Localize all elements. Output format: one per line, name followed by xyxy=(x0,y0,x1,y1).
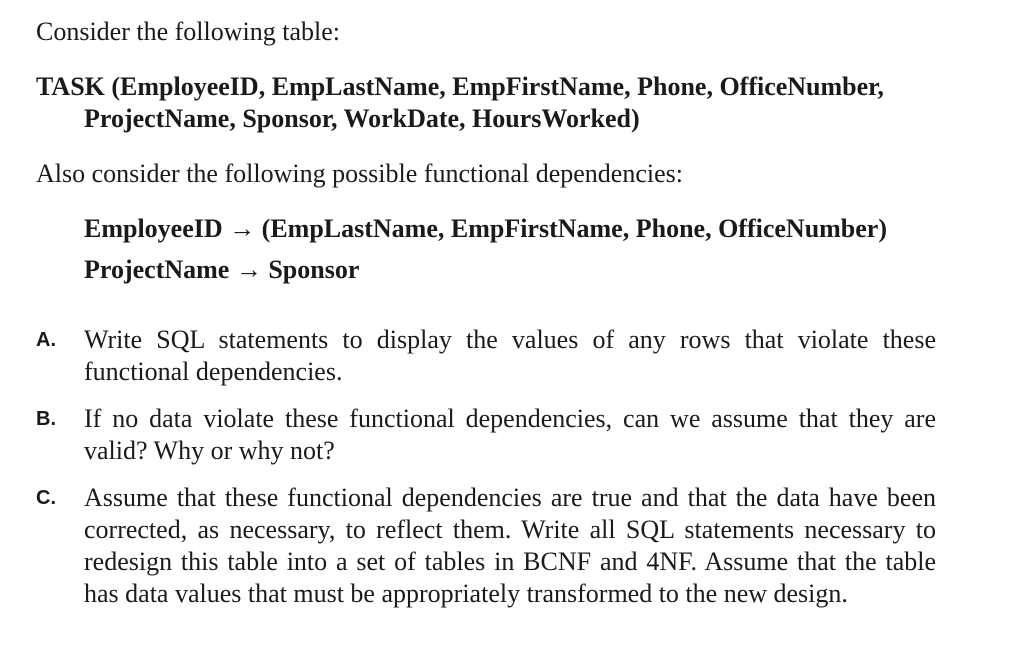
question-c-label: C. xyxy=(36,487,56,509)
dependency-project: ProjectName → Sponsor xyxy=(84,255,360,284)
question-b-label: B. xyxy=(36,408,56,430)
schema-line-1: TASK (EmployeeID, EmpLastName, EmpFirstName, Phone, OfficeNumber, xyxy=(36,72,884,101)
dependencies-intro: Also consider the following possible functional dependencies: xyxy=(36,159,683,188)
question-a-text: Write SQL statements to display the values of any rows that violate these functional dependencies. xyxy=(84,325,936,386)
question-c-text: Assume that these functional dependencies are true and that the data have been corrected, as necessary, to reflect them. Write all SQL statements necessary to redesign this table into a set of tables in BCNF and 4NF. Assume that the table has data values that must be appropriately transformed to the new design. xyxy=(84,483,936,608)
schema-line-2: ProjectName, Sponsor, WorkDate, HoursWorked) xyxy=(84,104,640,133)
question-a-label: A. xyxy=(36,329,56,351)
dependency-employee: EmployeeID → (EmpLastName, EmpFirstName, Phone, OfficeNumber) xyxy=(84,214,888,243)
question-b-text: If no data violate these functional dependencies, can we assume that they are valid? Why or why not? xyxy=(84,404,936,465)
intro-text: Consider the following table: xyxy=(36,17,341,46)
